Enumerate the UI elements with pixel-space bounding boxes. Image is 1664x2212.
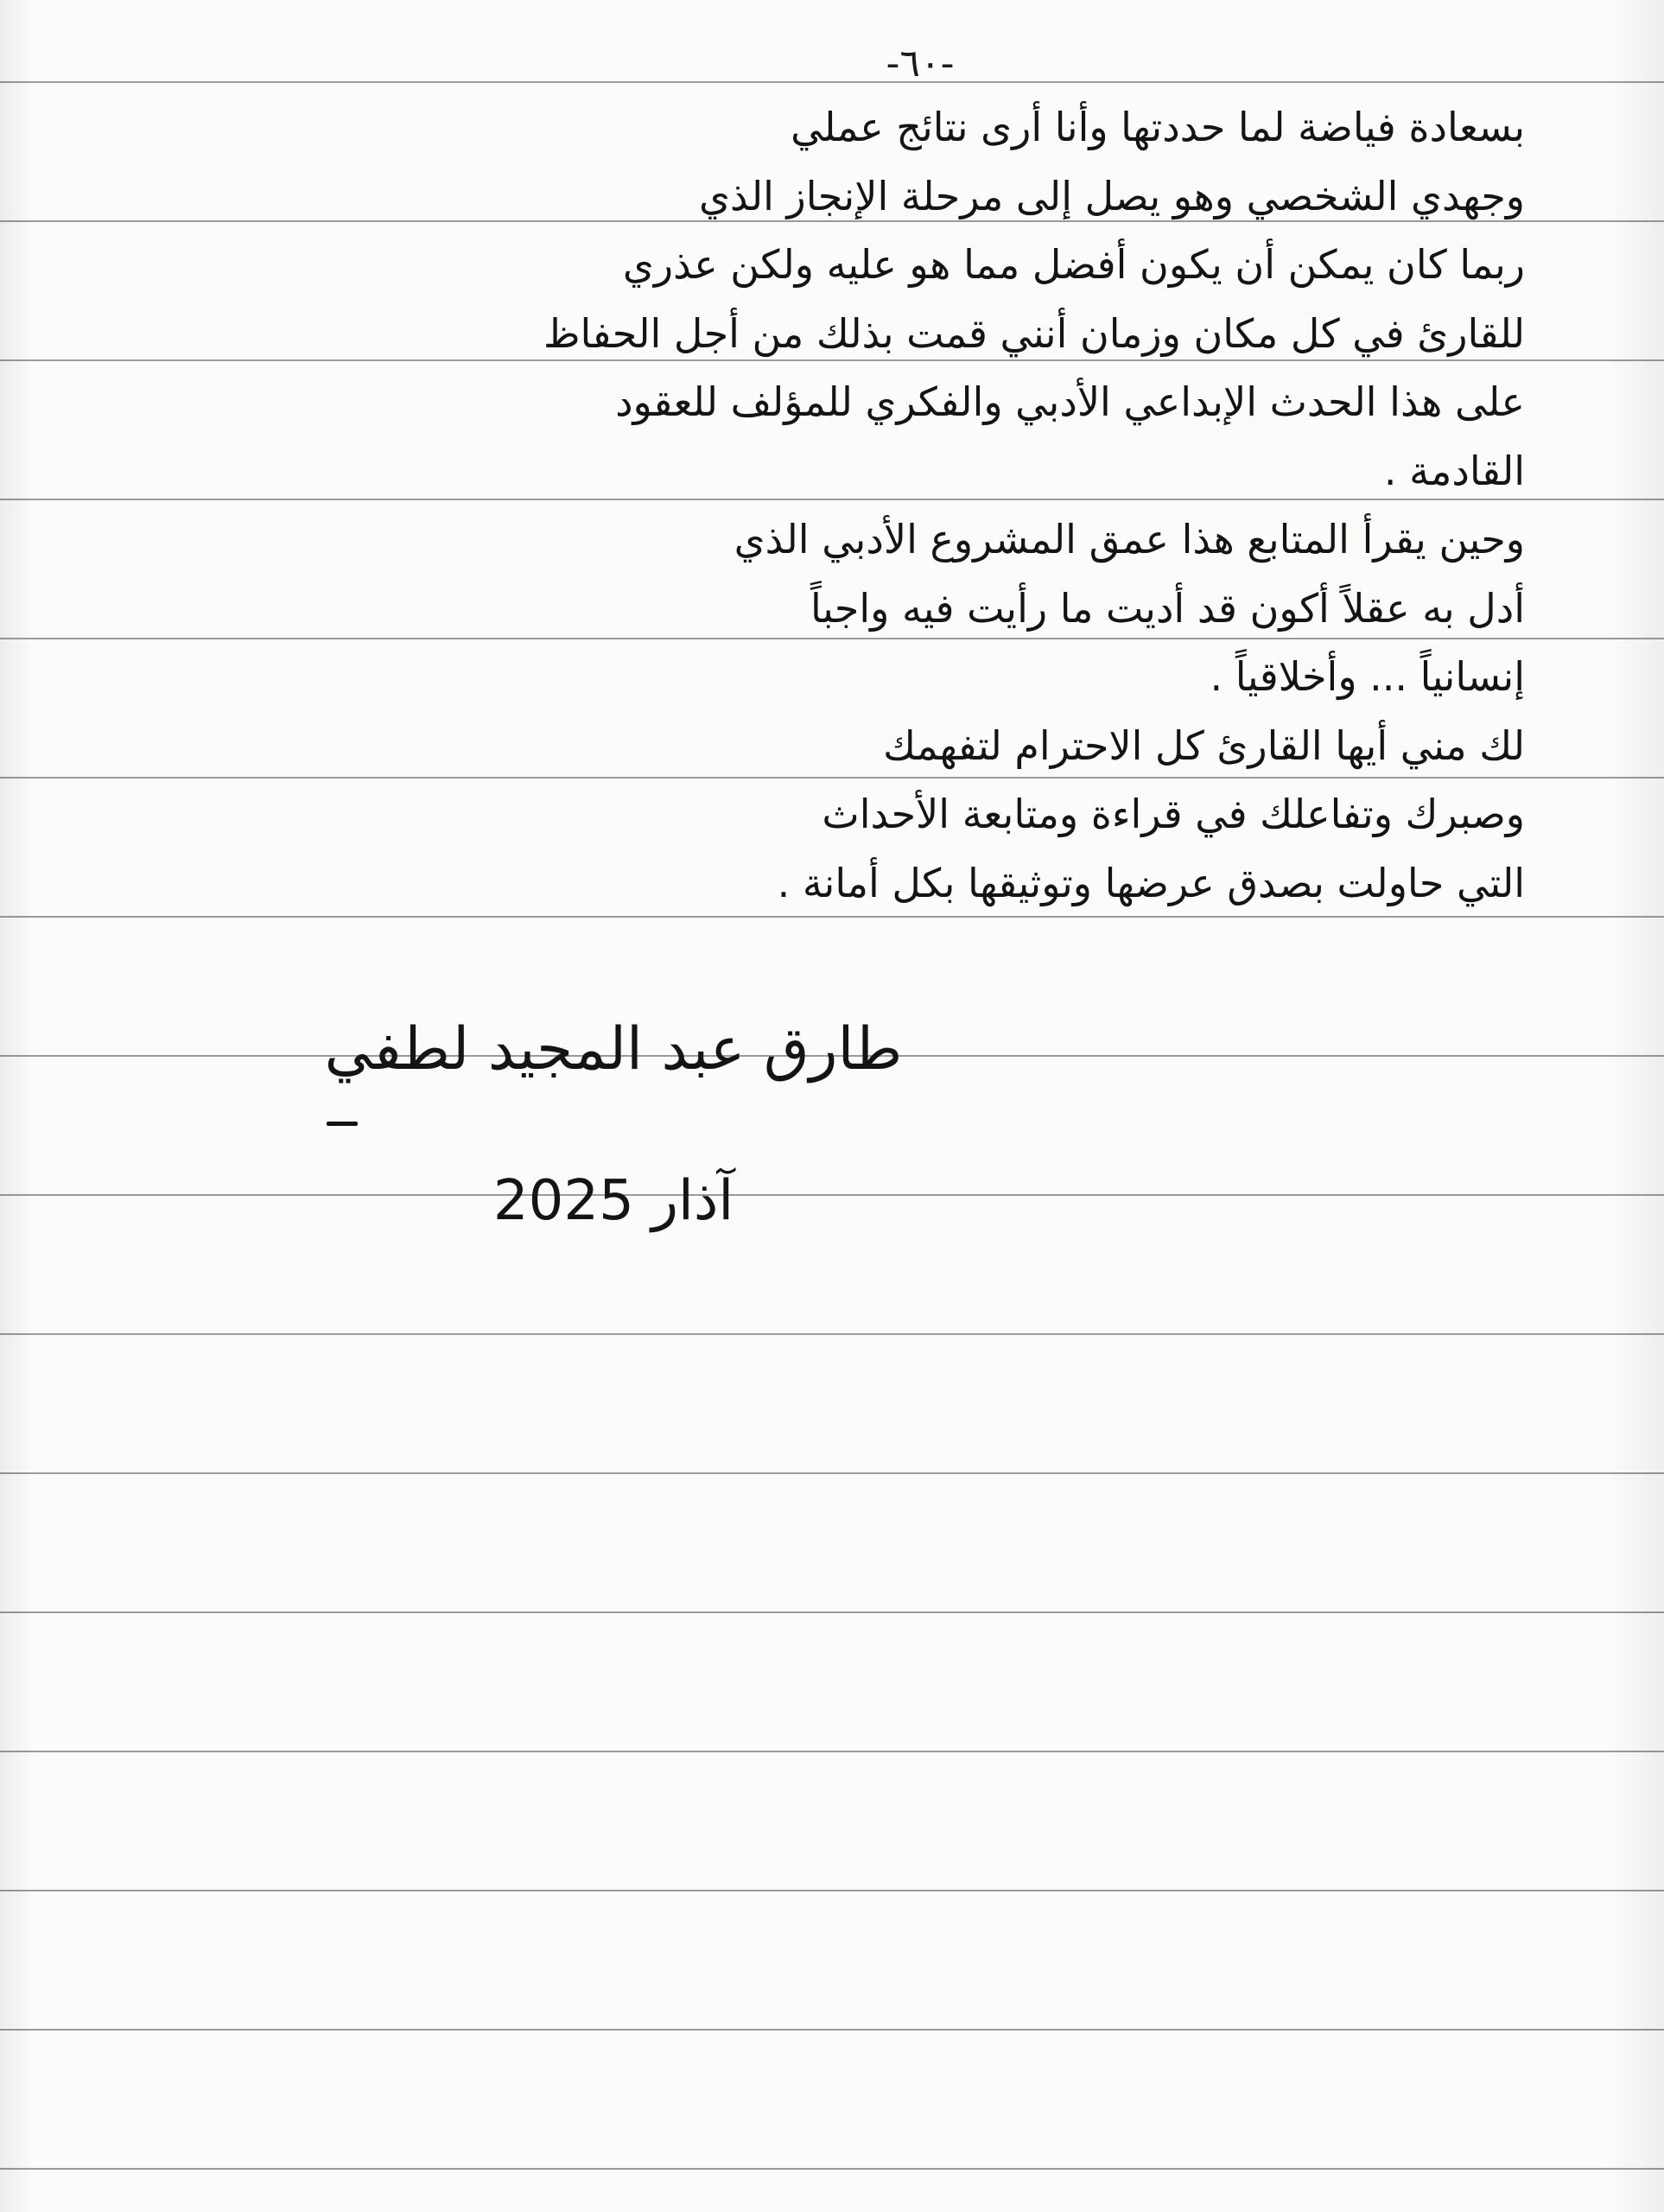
text-line: على هذا الحدث الإبداعي الأدبي والفكري للمؤلف للعقود	[615, 378, 1525, 425]
text-line: وجهدي الشخصي وهو يصل إلى مرحلة الإنجاز الذي	[698, 172, 1525, 219]
signature-underline	[327, 1122, 358, 1126]
page-number: -٦٠-	[886, 41, 955, 86]
text-line: ربما كان يمكن أن يكون أفضل مما هو عليه ولكن عذري	[622, 241, 1525, 288]
text-line: وحين يقرأ المتابع هذا عمق المشروع الأدبي الذي	[734, 516, 1525, 563]
author-signature: طارق عبد المجيد لطفي	[324, 1015, 903, 1084]
date-line: آذار 2025	[492, 1169, 734, 1233]
text-line: إنسانياً ... وأخلاقياً .	[1210, 653, 1525, 700]
text-line: وصبرك وتفاعلك في قراءة ومتابعة الأحداث	[822, 791, 1525, 837]
signature-block	[311, 1002, 916, 1097]
text-line: لك مني أيها القارئ كل الاحترام لتفهمك	[883, 721, 1525, 769]
text-line: القادمة .	[1383, 447, 1525, 494]
text-line: للقارئ في كل مكان وزمان أنني قمت بذلك من أجل الحفاظ	[543, 309, 1525, 357]
handwritten-body	[82, 93, 1525, 918]
text-line: بسعادة فياضة لما حددتها وأنا أرى نتائج عملي	[791, 104, 1525, 150]
text-line: التي حاولت بصدق عرضها وتوثيقها بكل أمانة .	[777, 859, 1525, 906]
text-line: أدل به عقلاً أكون قد أديت ما رأيت فيه واجباً	[810, 584, 1525, 632]
